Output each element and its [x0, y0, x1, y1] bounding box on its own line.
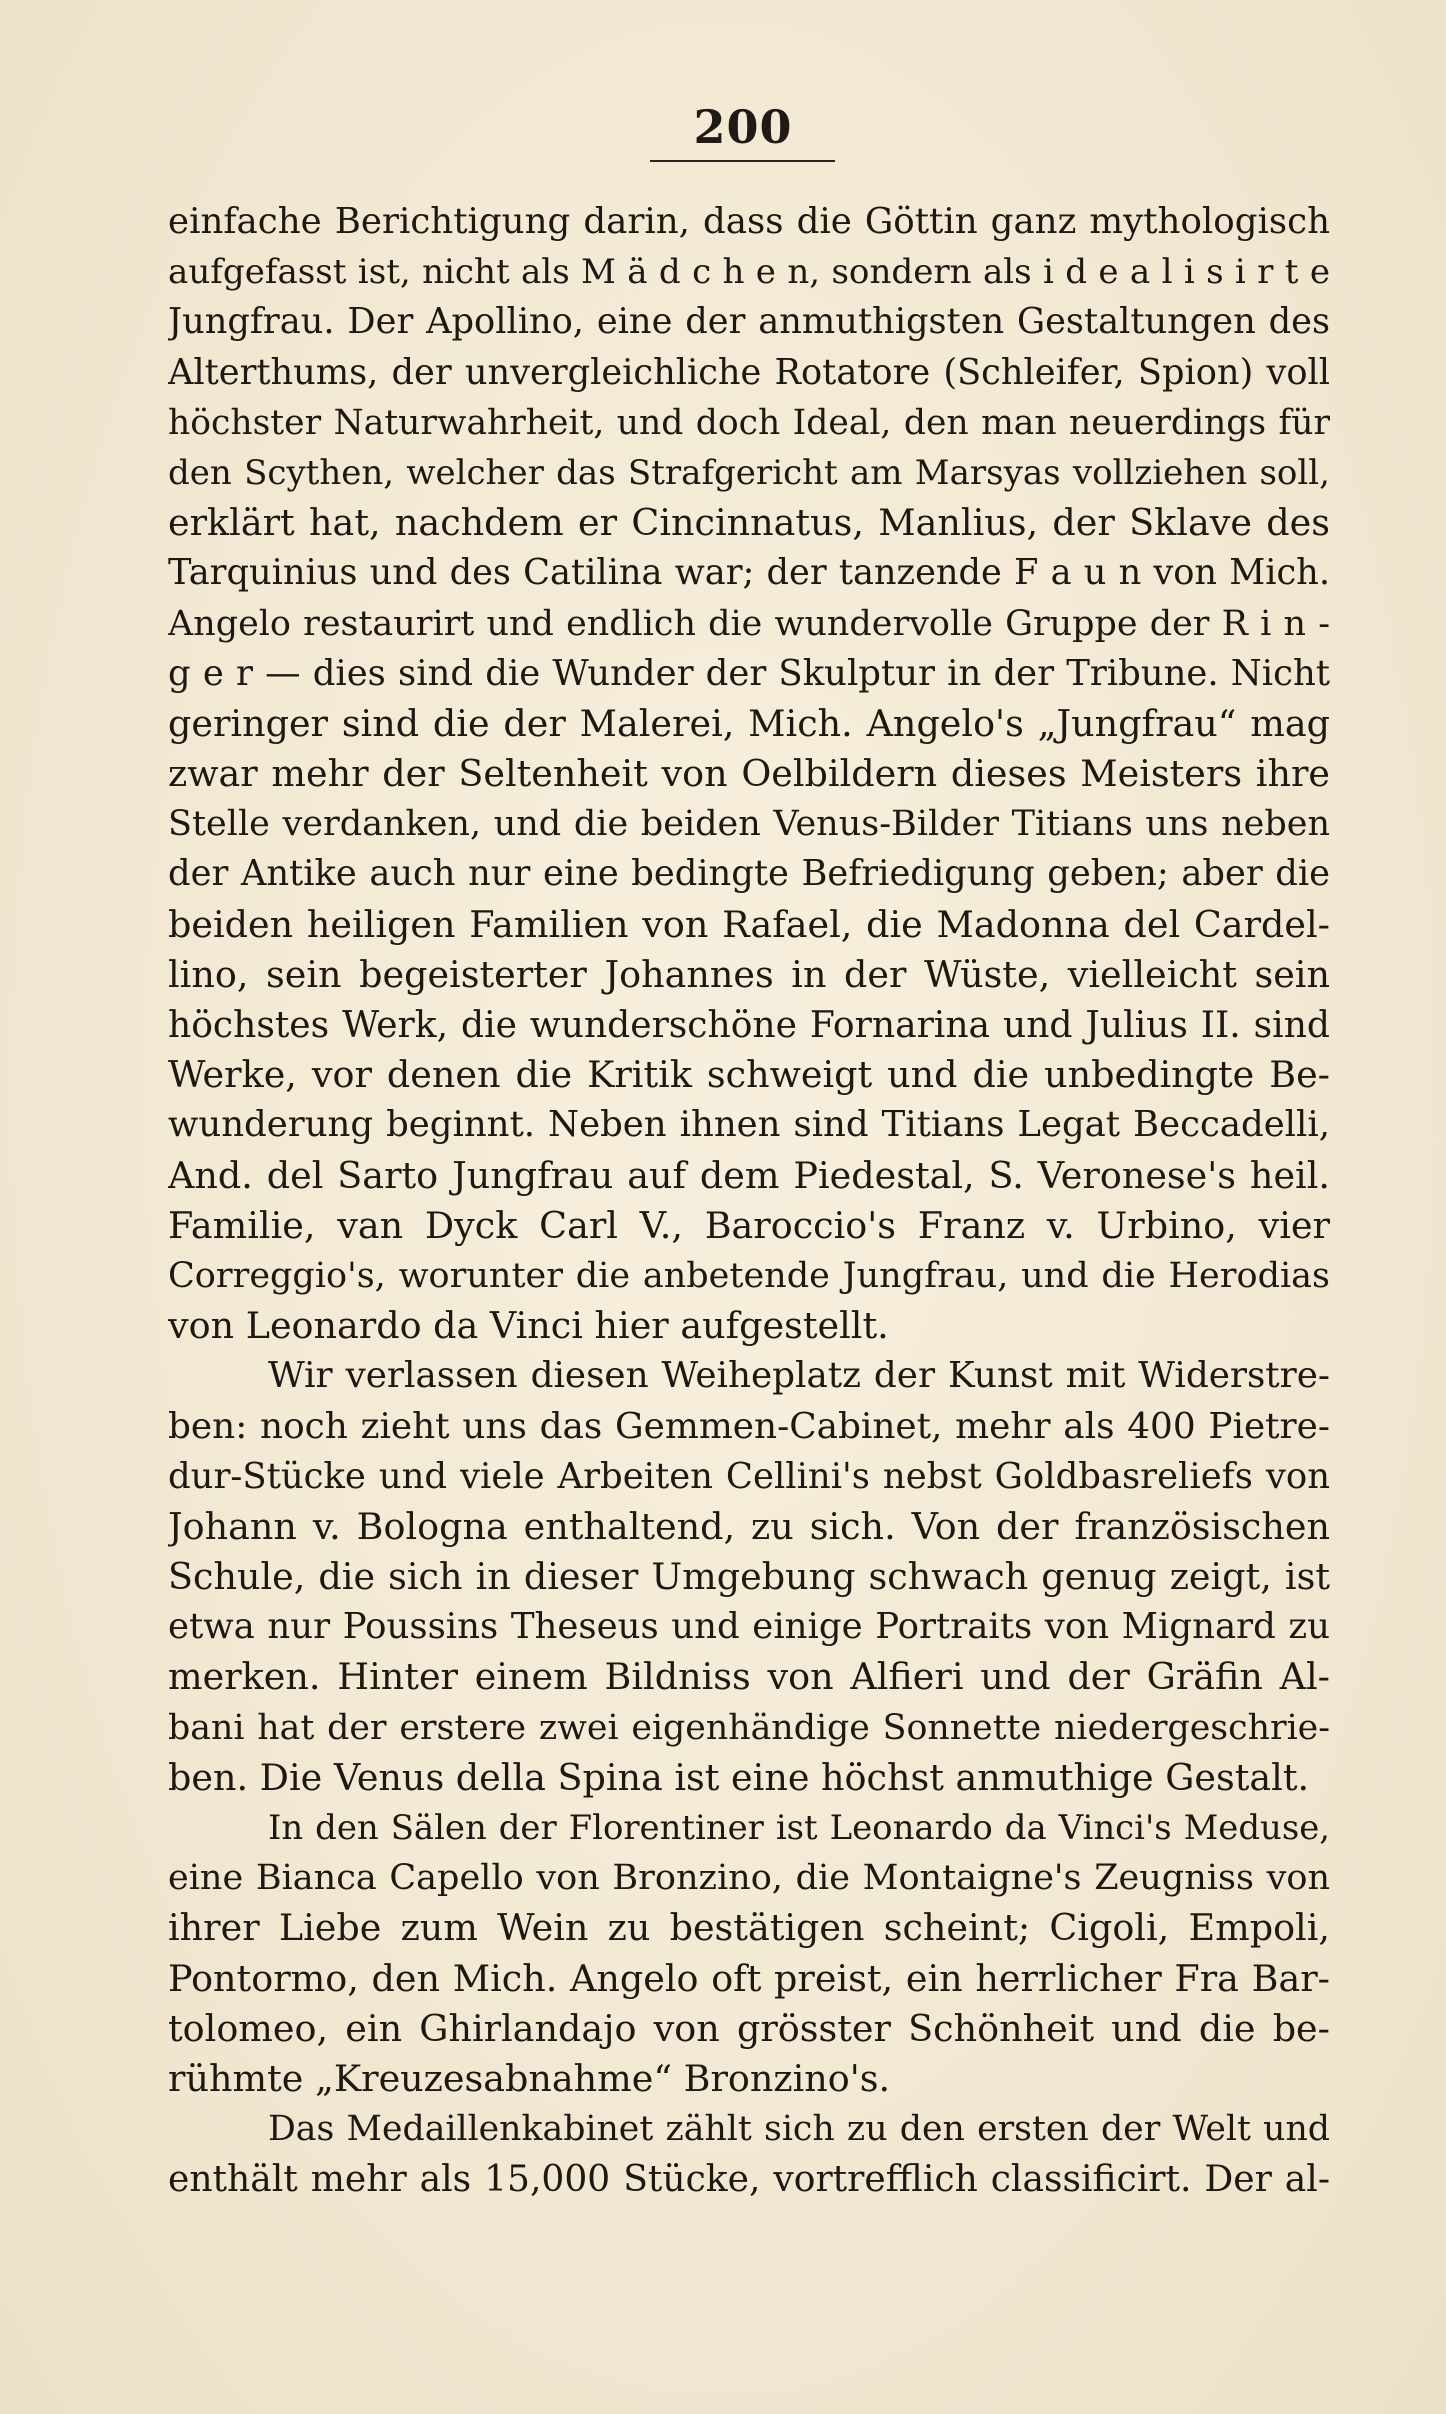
text-line: aufgefasst ist, nicht als M ä d c h e n, sondern als i d e a l i s i r t e: [168, 252, 1330, 293]
text-line: zwar mehr der Seltenheit von Oelbildern dieses Meisters ihre: [168, 752, 1330, 796]
text-line: Correggio's, worunter die anbetende Jungfrau, und die Herodias: [168, 1255, 1330, 1296]
text-line: enthält mehr als 15,000 Stücke, vortrefflich classificirt. Der al-: [168, 2158, 1330, 2201]
text-line: ihrer Liebe zum Wein zu bestätigen scheint; Cigoli, Empoli,: [168, 1906, 1330, 1950]
text-line: Pontormo, den Mich. Angelo oft preist, ein herrlicher Fra Bar-: [168, 1956, 1330, 2000]
text-line: Jungfrau. Der Apollino, eine der anmuthigsten Gestaltungen des: [168, 301, 1330, 343]
text-line: g e r — dies sind die Wunder der Skulptur in der Tribune. Nicht: [168, 652, 1330, 694]
text-line: einfache Berichtigung darin, dass die Göttin ganz mythologisch: [168, 201, 1330, 242]
text-line: rühmte „Kreuzesabnahme“ Bronzino's.: [168, 2056, 891, 2100]
text-line: In den Sälen der Florentiner ist Leonardo da Vinci's Meduse,: [268, 1808, 1330, 1847]
text-line: geringer sind die der Malerei, Mich. Angelo's „Jungfrau“ mag: [168, 701, 1330, 745]
text-line: den Scythen, welcher das Strafgericht am Marsyas vollziehen soll,: [168, 452, 1330, 493]
body-text: [168, 197, 1330, 2205]
text-line: eine Bianca Capello von Bronzino, die Montaigne's Zeugniss von: [168, 1857, 1330, 1899]
header-rule: [650, 160, 835, 162]
text-line: Wir verlassen diesen Weiheplatz der Kunst mit Widerstre-: [268, 1355, 1330, 1397]
text-line: Johann v. Bologna enthaltend, zu sich. Von der französischen: [168, 1504, 1330, 1548]
text-line: Angelo restaurirt und endlich die wundervolle Gruppe der R i n -: [168, 603, 1330, 644]
text-line: beiden heiligen Familien von Rafael, die Madonna del Cardel-: [168, 902, 1330, 946]
text-line: Stelle verdanken, und die beiden Venus-Bilder Titians uns neben: [168, 804, 1330, 845]
text-line: And. del Sarto Jungfrau auf dem Piedestal, S. Veronese's heil.: [168, 1153, 1330, 1197]
text-line: tolomeo, ein Ghirlandajo von grösster Schönheit und die be-: [168, 2006, 1330, 2050]
text-line: merken. Hinter einem Bildniss von Alfieri und der Gräfin Al-: [168, 1655, 1330, 1699]
text-line: Schule, die sich in dieser Umgebung schwach genug zeigt, ist: [168, 1555, 1330, 1599]
text-line: dur-Stücke und viele Arbeiten Cellini's nebst Goldbasreliefs von: [168, 1455, 1330, 1497]
text-line: lino, sein begeisterter Johannes in der Wüste, vielleicht sein: [168, 952, 1330, 996]
text-line: wunderung beginnt. Neben ihnen sind Titians Legat Beccadelli,: [168, 1104, 1330, 1146]
text-line: höchster Naturwahrheit, und doch Ideal, den man neuerdings für: [168, 402, 1330, 443]
text-line: ben. Die Venus della Spina ist eine höchst anmuthige Gestalt.: [168, 1755, 1310, 1799]
text-line: höchstes Werk, die wunderschöne Fornarina und Julius II. sind: [168, 1004, 1330, 1046]
text-line: von Leonardo da Vinci hier aufgestellt.: [168, 1304, 889, 1348]
page-header: [0, 100, 1446, 154]
text-line: etwa nur Poussins Theseus und einige Portraits von Mignard zu: [168, 1606, 1330, 1648]
page-number: 200: [693, 100, 793, 154]
text-line: Werke, vor denen die Kritik schweigt und die unbedingte Be-: [168, 1053, 1330, 1097]
text-line: ben: noch zieht uns das Gemmen-Cabinet, mehr als 400 Pietre-: [168, 1405, 1330, 1447]
text-line: Alterthums, der unvergleichliche Rotatore (Schleifer, Spion) voll: [168, 351, 1330, 393]
text-line: Familie, van Dyck Carl V., Baroccio's Franz v. Urbino, vier: [168, 1203, 1330, 1247]
text-line: Tarquinius und des Catilina war; der tanzende F a u n von Mich.: [168, 552, 1330, 594]
text-line: der Antike auch nur eine bedingte Befriedigung geben; aber die: [168, 853, 1330, 895]
text-line: erklärt hat, nachdem er Cincinnatus, Manlius, der Sklave des: [168, 501, 1330, 545]
text-line: Das Medaillenkabinet zählt sich zu den ersten der Welt und: [268, 2109, 1330, 2150]
text-line: bani hat der erstere zwei eigenhändige Sonnette niedergeschrie-: [168, 1707, 1330, 1748]
